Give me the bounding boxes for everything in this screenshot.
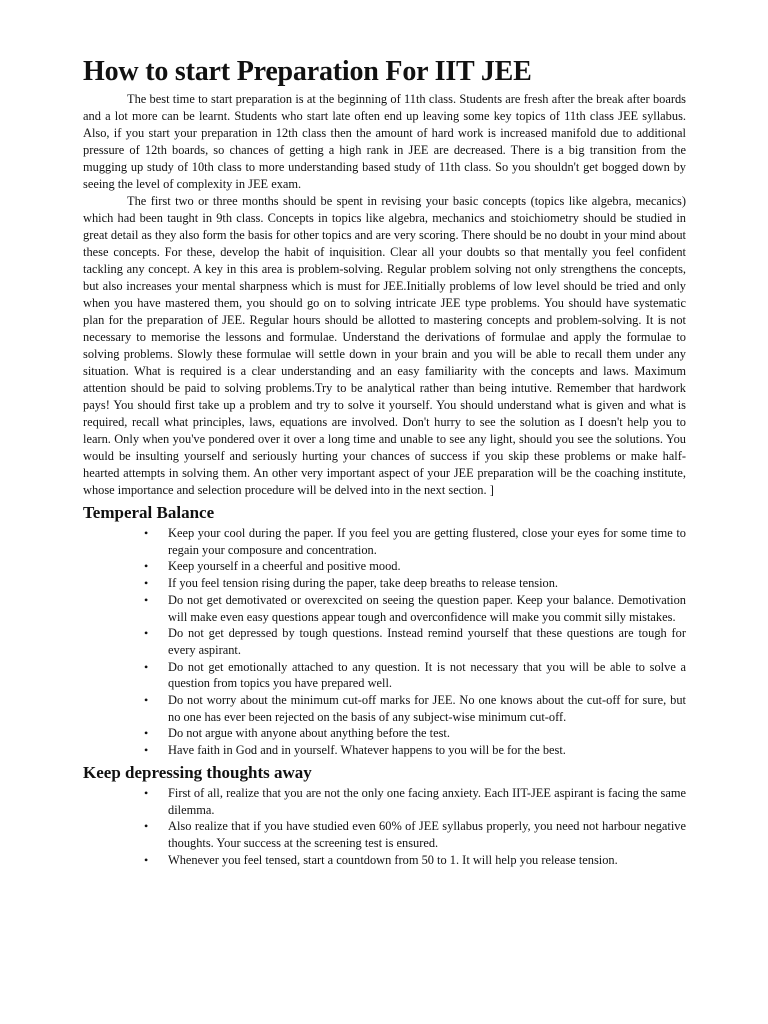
list-item-text: If you feel tension rising during the paper, take deep breaths to release tension. [168, 576, 559, 591]
bullet-icon: • [144, 559, 149, 574]
list-item [144, 692, 686, 725]
list-item-text: Do not argue with anyone about anything before the test. [168, 726, 450, 741]
bullet-icon: • [144, 526, 149, 540]
bullet-icon: • [144, 576, 149, 591]
list-item [144, 725, 686, 742]
bullet-icon: • [144, 819, 149, 834]
list-item-text: Also realize that if you have studied even 60% of JEE syllabus properly, you need not harbour negative thoughts. Your success at the screening test is ensured. [168, 819, 686, 850]
document-title: How to start Preparation For IIT JEE [83, 56, 532, 87]
bullet-icon: • [144, 659, 149, 674]
list-item [144, 659, 686, 692]
list-item-text: First of all, realize that you are not the only one facing anxiety. Each IIT-JEE aspirant is facing the same dilemma. [168, 785, 686, 817]
list-item-text: Do not get emotionally attached to any question. It is not necessary that you will be able to solve a question from topics you have prepared well. [168, 659, 686, 691]
section-heading-depressing-thoughts: Keep depressing thoughts away [83, 762, 312, 782]
list-item-text: Keep your cool during the paper. If you feel you are getting flustered, close your eyes for some time to regain your composure and concentration. [168, 526, 686, 557]
list-item [144, 785, 686, 818]
bullet-icon: • [144, 852, 149, 867]
bullet-icon: • [144, 693, 149, 708]
bullet-list-temperal-balance [83, 525, 686, 759]
body-paragraph: The first two or three months should be spent in revising your basic concepts (topics like algebra, mecanics) which had been taught in 9th class. Concepts in topics like algebra, mechanics and stoichiometry should be studied in great detail as they also form the basis for other topics and are very scoring. There should be no doubt in your mind about these concepts. For these, develop the habit of inquisition. Clear all your doubts so that mentally you feel confident tackling any concept. A key in this area is problem-solving. Regular problem solving not only strengthens the concepts, but also increases your mental sharpness which is must for JEE.Initially problems of low level should be tried and only when you have mastered them, you should go on to solving intricate JEE type problems. You should have systematic plan for the preparation of JEE. Regular hours should be allotted to mastering concepts and problem-solving. It is not necessary to memorise the lessons and formulae. Understand the derivations of formulae and apply the formulae to solving problems. Slowly these formulae will settle down in your brain and you will be able to recall them under any situation. What is required is a clear understanding and an easy familiarity with the concepts and laws. Maximum attention should be paid to solving problems.Try to be analytical rather than being intutive. Remember that hardwork pays! You should first take up a problem and try to solve it yourself. You should understand what is given and what is required, recall what principles, laws, equations are involved. Don't hurry to see the solution as I doesn't help you to learn. Only when you've pondered over it over a long time and unable to see any light, should you see the solutions. You would be insulting yourself and seriously hurting your chances of success if you skip these problems or make half-hearted attempts in solving them. An other very important aspect of your JEE preparation will be the coaching institute, whose importance and selection procedure will be delved into in the next section. ] [83, 194, 686, 497]
list-item-text: Whenever you feel tensed, start a countdown from 50 to 1. It will help you release tension. [168, 852, 618, 867]
list-item-text: Have faith in God and in yourself. Whatever happens to you will be for the best. [168, 743, 566, 758]
list-item [144, 625, 686, 658]
list-item [144, 525, 686, 558]
list-item-text: Do not get demotivated or overexcited on seeing the question paper. Keep your balance. Demotivation will make even easy questions appear tough and overconfidence will make you commit silly mistakes. [168, 592, 686, 624]
bullet-icon: • [144, 626, 149, 641]
list-item [144, 592, 686, 625]
list-item-text: Keep yourself in a cheerful and positive mood. [168, 559, 401, 574]
list-item [144, 742, 686, 759]
document-page [83, 54, 686, 868]
list-item-text: Do not worry about the minimum cut-off marks for JEE. No one knows about the cut-off for sure, but no one has ever been rejected on the basis of any subject-wise minimum cut-off. [168, 693, 686, 724]
bullet-icon: • [144, 785, 149, 800]
bullet-list-depressing-thoughts [83, 785, 686, 869]
bullet-icon: • [144, 592, 149, 607]
list-item [144, 558, 686, 575]
intro-paragraph: The best time to start preparation is at the beginning of 11th class. Students are fresh after the break after boards and a lot more can be learnt. Students who start late often end up leaving some key topics of 11th class JEE syllabus. Also, if you start your preparation in 12th class then the amount of hard work is increased manifold due to additional pressure of 12th boards, so chances of getting a high rank in JEE are decreased. There is a big transition from the mugging up study of 10th class to more understanding based study of 11th class. So you shouldn't get bogged down by seeing the level of complexity in JEE exam. [83, 92, 686, 191]
section-heading-temperal-balance: Temperal Balance [83, 503, 215, 522]
bullet-icon: • [144, 726, 149, 741]
list-item [144, 818, 686, 851]
list-item-text: Do not get depressed by tough questions. Instead remind yourself that these questions are tough for every aspirant. [168, 626, 686, 657]
bullet-icon: • [144, 743, 149, 758]
list-item [144, 575, 686, 592]
list-item [144, 852, 686, 869]
